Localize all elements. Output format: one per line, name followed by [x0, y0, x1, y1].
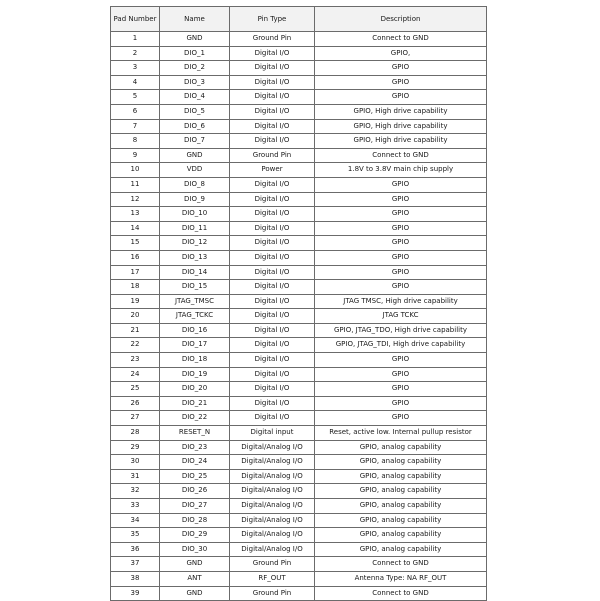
- cell-pin-type: Digital I/O: [230, 338, 315, 353]
- cell-pin-type: Digital I/O: [230, 294, 315, 309]
- cell-pin-type: Ground Pin: [230, 32, 315, 47]
- cell-pad-number: 37: [111, 557, 160, 572]
- cell-pin-type: Digital I/O: [230, 119, 315, 134]
- cell-pad-number: 1: [111, 32, 160, 47]
- cell-description: Connect to GND: [315, 148, 487, 163]
- table-row: [111, 571, 487, 586]
- table-row: [111, 280, 487, 295]
- cell-name: DIO_25: [160, 469, 230, 484]
- cell-name: DIO_28: [160, 513, 230, 528]
- cell-pad-number: 13: [111, 207, 160, 222]
- cell-description: GPIO: [315, 382, 487, 397]
- cell-pad-number: 32: [111, 484, 160, 499]
- cell-pin-type: Digital I/O: [230, 396, 315, 411]
- cell-name: DIO_29: [160, 528, 230, 543]
- cell-name: ANT: [160, 571, 230, 586]
- table-row: [111, 353, 487, 368]
- cell-description: Reset, active low. Internal pullup resistor: [315, 426, 487, 441]
- cell-description: GPIO,: [315, 46, 487, 61]
- cell-pad-number: 2: [111, 46, 160, 61]
- header-name: Name: [160, 7, 230, 32]
- cell-description: Connect to GND: [315, 32, 487, 47]
- table-row: [111, 250, 487, 265]
- table-row: [111, 61, 487, 76]
- table-row: [111, 207, 487, 222]
- pin-table-document: [110, 6, 486, 601]
- cell-name: DIO_5: [160, 104, 230, 119]
- cell-pad-number: 10: [111, 163, 160, 178]
- cell-name: DIO_7: [160, 134, 230, 149]
- cell-name: DIO_20: [160, 382, 230, 397]
- pin-table-body: [111, 32, 487, 601]
- cell-description: GPIO: [315, 411, 487, 426]
- cell-description: JTAG TMSC, High drive capability: [315, 294, 487, 309]
- table-row: [111, 382, 487, 397]
- table-row: [111, 265, 487, 280]
- cell-description: GPIO, JTAG_TDI, High drive capability: [315, 338, 487, 353]
- cell-name: DIO_23: [160, 440, 230, 455]
- cell-pin-type: Ground Pin: [230, 586, 315, 601]
- table-row: [111, 499, 487, 514]
- cell-pad-number: 25: [111, 382, 160, 397]
- cell-description: Antenna Type: NA RF_OUT: [315, 571, 487, 586]
- cell-pad-number: 6: [111, 104, 160, 119]
- cell-pin-type: Digital I/O: [230, 75, 315, 90]
- cell-pin-type: Digital I/O: [230, 207, 315, 222]
- cell-pin-type: Digital I/O: [230, 265, 315, 280]
- table-row: [111, 542, 487, 557]
- cell-pin-type: Digital/Analog I/O: [230, 542, 315, 557]
- cell-name: JTAG_TMSC: [160, 294, 230, 309]
- cell-pad-number: 19: [111, 294, 160, 309]
- header-pad-number: Pad Number: [111, 7, 160, 32]
- cell-name: GND: [160, 32, 230, 47]
- cell-pin-type: Digital/Analog I/O: [230, 455, 315, 470]
- table-row: [111, 513, 487, 528]
- cell-pad-number: 7: [111, 119, 160, 134]
- cell-pad-number: 28: [111, 426, 160, 441]
- cell-name: DIO_30: [160, 542, 230, 557]
- table-row: [111, 484, 487, 499]
- cell-name: DIO_16: [160, 323, 230, 338]
- table-row: [111, 177, 487, 192]
- cell-pad-number: 15: [111, 236, 160, 251]
- cell-description: GPIO: [315, 280, 487, 295]
- cell-name: DIO_21: [160, 396, 230, 411]
- cell-pad-number: 33: [111, 499, 160, 514]
- cell-name: DIO_18: [160, 353, 230, 368]
- table-row: [111, 32, 487, 47]
- cell-pad-number: 39: [111, 586, 160, 601]
- cell-pad-number: 8: [111, 134, 160, 149]
- cell-pad-number: 16: [111, 250, 160, 265]
- cell-description: GPIO: [315, 236, 487, 251]
- cell-name: DIO_13: [160, 250, 230, 265]
- cell-pad-number: 18: [111, 280, 160, 295]
- table-row: [111, 367, 487, 382]
- cell-description: GPIO: [315, 353, 487, 368]
- cell-pin-type: Digital I/O: [230, 280, 315, 295]
- cell-pad-number: 30: [111, 455, 160, 470]
- cell-name: GND: [160, 557, 230, 572]
- cell-name: DIO_1: [160, 46, 230, 61]
- cell-pin-type: Digital I/O: [230, 134, 315, 149]
- cell-pad-number: 5: [111, 90, 160, 105]
- cell-description: GPIO: [315, 90, 487, 105]
- table-row: [111, 192, 487, 207]
- cell-description: Connect to GND: [315, 586, 487, 601]
- cell-pin-type: Digital I/O: [230, 104, 315, 119]
- table-row: [111, 411, 487, 426]
- table-row: [111, 75, 487, 90]
- header-pin-type: Pin Type: [230, 7, 315, 32]
- cell-name: DIO_10: [160, 207, 230, 222]
- cell-description: GPIO: [315, 396, 487, 411]
- cell-name: DIO_2: [160, 61, 230, 76]
- cell-pad-number: 29: [111, 440, 160, 455]
- cell-pad-number: 23: [111, 353, 160, 368]
- table-row: [111, 46, 487, 61]
- cell-pad-number: 14: [111, 221, 160, 236]
- cell-name: DIO_11: [160, 221, 230, 236]
- cell-description: Connect to GND: [315, 557, 487, 572]
- table-row: [111, 294, 487, 309]
- cell-pad-number: 27: [111, 411, 160, 426]
- cell-name: DIO_4: [160, 90, 230, 105]
- cell-description: GPIO, analog capability: [315, 440, 487, 455]
- cell-pin-type: Digital/Analog I/O: [230, 499, 315, 514]
- table-row: [111, 338, 487, 353]
- table-row: [111, 134, 487, 149]
- cell-name: DIO_6: [160, 119, 230, 134]
- cell-pin-type: Ground Pin: [230, 557, 315, 572]
- cell-description: GPIO: [315, 250, 487, 265]
- cell-description: GPIO, High drive capability: [315, 104, 487, 119]
- cell-pad-number: 36: [111, 542, 160, 557]
- pin-table: [110, 6, 487, 601]
- cell-pin-type: Digital/Analog I/O: [230, 513, 315, 528]
- pin-table-header: [111, 7, 487, 32]
- cell-pad-number: 24: [111, 367, 160, 382]
- header-description: Description: [315, 7, 487, 32]
- header-row: [111, 7, 487, 32]
- cell-pad-number: 35: [111, 528, 160, 543]
- cell-name: DIO_12: [160, 236, 230, 251]
- cell-pin-type: Digital I/O: [230, 309, 315, 324]
- cell-pad-number: 11: [111, 177, 160, 192]
- table-row: [111, 586, 487, 601]
- cell-name: RESET_N: [160, 426, 230, 441]
- cell-description: 1.8V to 3.8V main chip supply: [315, 163, 487, 178]
- cell-description: GPIO, analog capability: [315, 542, 487, 557]
- table-row: [111, 221, 487, 236]
- cell-description: GPIO: [315, 265, 487, 280]
- cell-pin-type: Digital/Analog I/O: [230, 440, 315, 455]
- cell-pin-type: Ground Pin: [230, 148, 315, 163]
- cell-pin-type: Digital I/O: [230, 46, 315, 61]
- cell-description: GPIO: [315, 177, 487, 192]
- cell-description: GPIO: [315, 221, 487, 236]
- cell-name: DIO_19: [160, 367, 230, 382]
- cell-description: GPIO, analog capability: [315, 484, 487, 499]
- cell-description: GPIO, High drive capability: [315, 134, 487, 149]
- cell-pin-type: Digital I/O: [230, 323, 315, 338]
- cell-pad-number: 3: [111, 61, 160, 76]
- cell-name: DIO_14: [160, 265, 230, 280]
- table-row: [111, 309, 487, 324]
- cell-pin-type: Digital input: [230, 426, 315, 441]
- cell-pin-type: Digital I/O: [230, 61, 315, 76]
- table-row: [111, 236, 487, 251]
- cell-pin-type: Digital/Analog I/O: [230, 484, 315, 499]
- cell-description: GPIO: [315, 75, 487, 90]
- cell-pin-type: Digital I/O: [230, 221, 315, 236]
- table-row: [111, 426, 487, 441]
- table-row: [111, 455, 487, 470]
- cell-pin-type: Digital I/O: [230, 90, 315, 105]
- cell-pin-type: Digital I/O: [230, 411, 315, 426]
- cell-pin-type: Digital I/O: [230, 353, 315, 368]
- cell-name: DIO_8: [160, 177, 230, 192]
- cell-description: JTAG TCKC: [315, 309, 487, 324]
- cell-pad-number: 4: [111, 75, 160, 90]
- cell-pad-number: 12: [111, 192, 160, 207]
- table-row: [111, 440, 487, 455]
- cell-pad-number: 31: [111, 469, 160, 484]
- cell-name: GND: [160, 586, 230, 601]
- cell-description: GPIO, analog capability: [315, 469, 487, 484]
- cell-description: GPIO, JTAG_TDO, High drive capability: [315, 323, 487, 338]
- cell-name: DIO_15: [160, 280, 230, 295]
- cell-description: GPIO: [315, 367, 487, 382]
- cell-name: DIO_24: [160, 455, 230, 470]
- cell-pad-number: 20: [111, 309, 160, 324]
- table-row: [111, 469, 487, 484]
- cell-description: GPIO, analog capability: [315, 455, 487, 470]
- cell-pad-number: 21: [111, 323, 160, 338]
- cell-pin-type: Digital I/O: [230, 177, 315, 192]
- cell-name: JTAG_TCKC: [160, 309, 230, 324]
- cell-pad-number: 38: [111, 571, 160, 586]
- cell-name: DIO_9: [160, 192, 230, 207]
- cell-description: GPIO, High drive capability: [315, 119, 487, 134]
- cell-name: GND: [160, 148, 230, 163]
- table-row: [111, 163, 487, 178]
- cell-pad-number: 17: [111, 265, 160, 280]
- cell-pin-type: Power: [230, 163, 315, 178]
- cell-pin-type: RF_OUT: [230, 571, 315, 586]
- table-row: [111, 119, 487, 134]
- table-row: [111, 557, 487, 572]
- cell-name: DIO_3: [160, 75, 230, 90]
- cell-pad-number: 9: [111, 148, 160, 163]
- cell-name: DIO_22: [160, 411, 230, 426]
- cell-pad-number: 34: [111, 513, 160, 528]
- cell-description: GPIO: [315, 207, 487, 222]
- table-row: [111, 90, 487, 105]
- cell-pad-number: 26: [111, 396, 160, 411]
- table-row: [111, 148, 487, 163]
- cell-name: VDD: [160, 163, 230, 178]
- cell-pin-type: Digital/Analog I/O: [230, 469, 315, 484]
- cell-pad-number: 22: [111, 338, 160, 353]
- cell-name: DIO_27: [160, 499, 230, 514]
- cell-pin-type: Digital I/O: [230, 236, 315, 251]
- table-row: [111, 396, 487, 411]
- cell-description: GPIO: [315, 61, 487, 76]
- cell-name: DIO_26: [160, 484, 230, 499]
- cell-pin-type: Digital I/O: [230, 250, 315, 265]
- cell-pin-type: Digital I/O: [230, 382, 315, 397]
- cell-pin-type: Digital I/O: [230, 367, 315, 382]
- cell-description: GPIO, analog capability: [315, 513, 487, 528]
- table-row: [111, 104, 487, 119]
- table-row: [111, 323, 487, 338]
- cell-description: GPIO: [315, 192, 487, 207]
- cell-description: GPIO, analog capability: [315, 528, 487, 543]
- cell-pin-type: Digital/Analog I/O: [230, 528, 315, 543]
- cell-pin-type: Digital I/O: [230, 192, 315, 207]
- cell-description: GPIO, analog capability: [315, 499, 487, 514]
- table-row: [111, 528, 487, 543]
- cell-name: DIO_17: [160, 338, 230, 353]
